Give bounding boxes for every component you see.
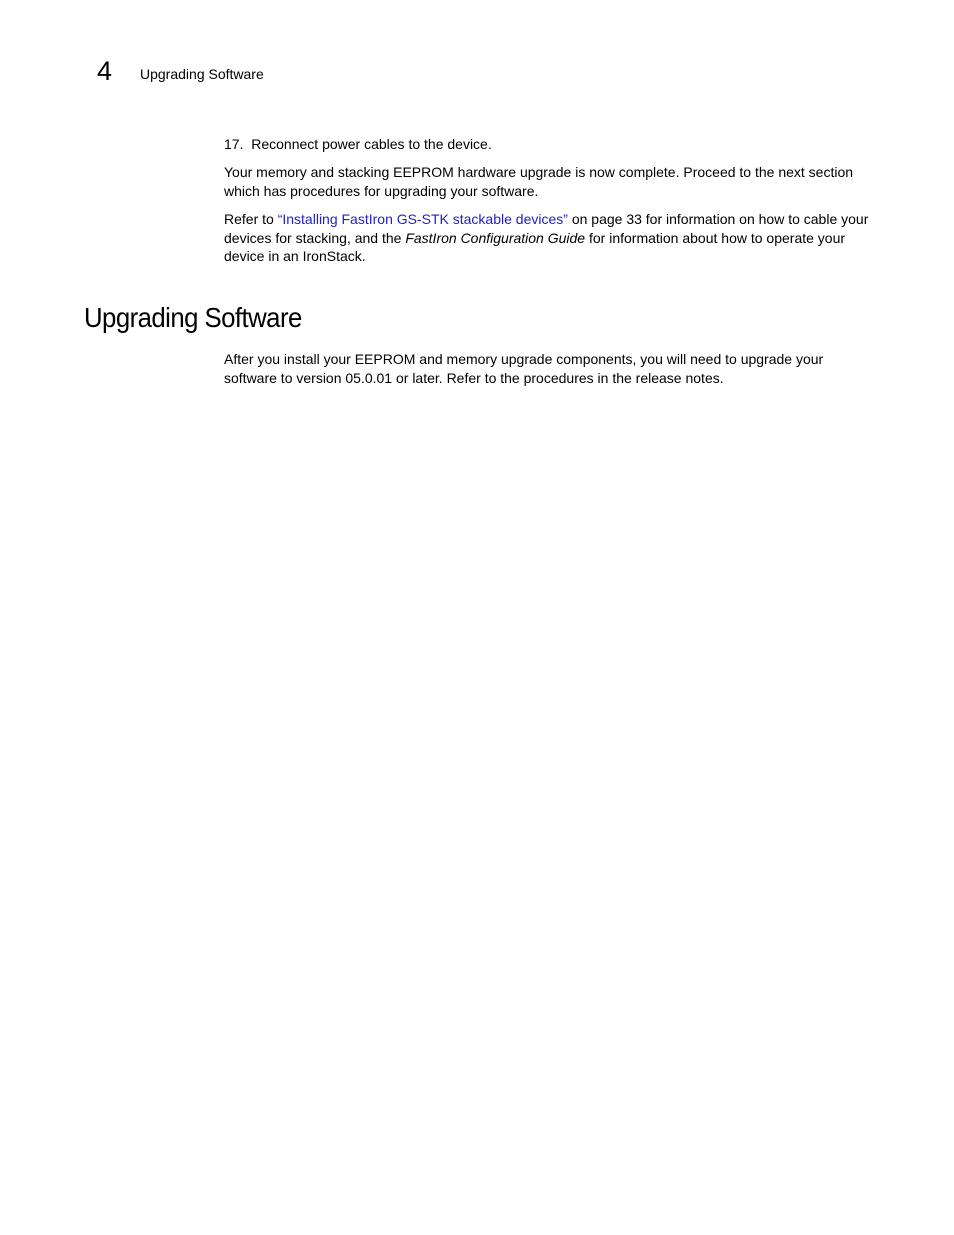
section-heading: Upgrading Software xyxy=(84,302,302,333)
installing-stackable-devices-link[interactable]: “Installing FastIron GS-STK stackable devices” xyxy=(277,211,568,227)
upgrade-complete-paragraph xyxy=(224,163,874,200)
refer-text xyxy=(224,210,874,266)
running-header-title: Upgrading Software xyxy=(140,66,264,82)
refer-middle: on page 33 for information on how to cable your devices for stacking, and the xyxy=(224,211,869,246)
refer-suffix: for information about how to operate your device in an IronStack. xyxy=(224,229,846,264)
step-number: 17. xyxy=(224,136,244,152)
step-17 xyxy=(224,135,874,154)
refer-paragraph xyxy=(224,210,874,266)
configuration-guide-title: FastIron Configuration Guide xyxy=(405,229,586,246)
step-text: Reconnect power cables to the device. xyxy=(251,136,492,152)
section-body-text: After you install your EEPROM and memory upgrade components, you will need to upgrade your software to version 05.0.01 or later. Refer to the procedures in the release notes. xyxy=(224,351,824,386)
chapter-number: 4 xyxy=(97,56,113,86)
step-item xyxy=(224,135,874,154)
refer-prefix: Refer to xyxy=(224,211,278,227)
upgrade-complete-text: Your memory and stacking EEPROM hardware upgrade is now complete. Proceed to the next section which has procedures for upgrading your software. xyxy=(224,164,854,199)
section-body-paragraph xyxy=(224,350,874,387)
